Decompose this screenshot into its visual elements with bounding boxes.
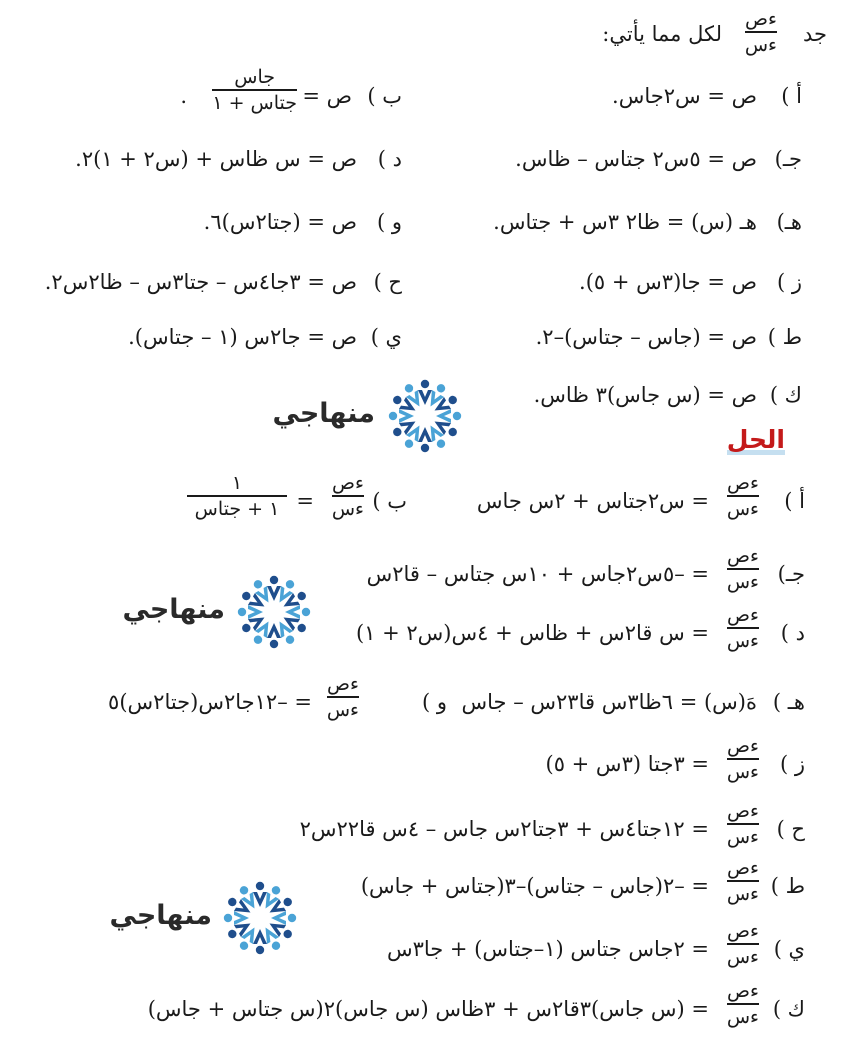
question-h-expr: ص = ٣جا٤س – جتا٣س – ظا٢س٢. bbox=[44, 270, 357, 294]
question-a-label: أ ) bbox=[781, 84, 802, 108]
question-h-label: ح ) bbox=[373, 270, 402, 294]
question-c-label: جـ) bbox=[774, 147, 802, 171]
manhaji-logo-text: منهاجي bbox=[272, 398, 375, 429]
answer-t-den: ءس bbox=[726, 882, 759, 905]
question-a-expr: ص = س٢جاس. bbox=[612, 84, 757, 108]
header-fraction-den: ءس bbox=[744, 33, 777, 56]
answer-k-fraction bbox=[727, 980, 759, 1028]
answer-k-num: ءص bbox=[726, 980, 759, 1002]
answer-c-den: ءس bbox=[726, 570, 759, 593]
question-z-label: ز ) bbox=[776, 270, 802, 294]
answer-w-rhs: = –١٢جا٢س(جتا٢س)٥ bbox=[108, 690, 312, 714]
logo-figure bbox=[238, 605, 263, 619]
answer-t-num: ءص bbox=[726, 857, 759, 879]
answer-z-num: ءص bbox=[726, 735, 759, 757]
question-y-label: ي ) bbox=[370, 325, 402, 349]
manhaji-logo-icon bbox=[385, 376, 465, 456]
answer-b-rhs-fraction bbox=[187, 472, 287, 520]
answer-a-den: ءس bbox=[726, 497, 759, 520]
answer-c-label: جـ) bbox=[777, 562, 805, 586]
answer-h-den: ءس bbox=[726, 825, 759, 848]
logo-figure bbox=[418, 427, 432, 452]
answer-b-rden: ١ + جتاس bbox=[194, 497, 280, 520]
header-fraction-num: ءص bbox=[744, 8, 777, 30]
answer-t-rhs: = –٢(جاس – جتاس)–٣(جتاس + جاس) bbox=[360, 874, 709, 898]
answer-h-rhs: = ١٢جتا٤س + ٣جتا٢س جاس – ٤س قا٢٢س٢ bbox=[299, 817, 709, 841]
question-k-label: ك ) bbox=[769, 383, 802, 407]
answer-b-label: ب ) bbox=[372, 489, 407, 513]
question-e-label: هـ) bbox=[776, 210, 802, 234]
answer-e-label: هـ ) bbox=[772, 690, 805, 714]
answer-w-num: ءص bbox=[326, 673, 359, 695]
question-b-fraction bbox=[212, 66, 297, 114]
logo-figure bbox=[271, 911, 296, 925]
question-w-label: و ) bbox=[376, 210, 402, 234]
answer-b-fraction bbox=[332, 472, 364, 520]
logo-figure bbox=[436, 409, 461, 423]
answer-z-rhs: = ٣جتا (٣س + ٥) bbox=[545, 752, 709, 776]
answer-c-num: ءص bbox=[726, 545, 759, 567]
question-b-num: جاس bbox=[234, 66, 276, 88]
answer-y-den: ءس bbox=[726, 945, 759, 968]
logo-figure bbox=[285, 605, 310, 619]
header-instruction: لكل مما يأتي: bbox=[602, 22, 722, 46]
question-t-label: ط ) bbox=[767, 325, 802, 349]
answer-k-rhs: = (س جاس)٣قا٢س + ٣ظاس (س جاس)٢(س جتاس + جاس) bbox=[147, 997, 709, 1021]
question-b-end: . bbox=[180, 84, 187, 108]
answer-h-num: ءص bbox=[726, 800, 759, 822]
logo-figure bbox=[418, 380, 432, 405]
header-derivative-fraction bbox=[745, 8, 777, 56]
logo-figure bbox=[224, 911, 249, 925]
question-y-expr: ص = جا٢س (١ – جتاس). bbox=[128, 325, 357, 349]
manhaji-logo-icon bbox=[234, 572, 314, 652]
answer-w-label: و ) bbox=[421, 690, 447, 714]
answer-b-eq: = bbox=[296, 489, 314, 513]
answer-w-den: ءس bbox=[326, 698, 359, 721]
answer-y-num: ءص bbox=[726, 920, 759, 942]
answer-h-label: ح ) bbox=[776, 817, 805, 841]
answer-d-den: ءس bbox=[726, 629, 759, 652]
answer-z-label: ز ) bbox=[779, 752, 805, 776]
answer-e-rhs: هَ(س) = ٦ظا٣س قا٢٣س – جاس bbox=[461, 690, 757, 714]
question-d-expr: ص = س ظاس + (س٢ + ١)٢. bbox=[75, 147, 357, 171]
question-z-expr: ص = جا(٣س + ٥). bbox=[579, 270, 757, 294]
answer-w-fraction bbox=[327, 673, 359, 721]
logo-figure bbox=[253, 882, 267, 907]
logo-figure bbox=[267, 623, 281, 648]
header-find-word: جد bbox=[802, 22, 827, 46]
question-k-expr: ص = (س جاس)٣ ظاس. bbox=[533, 383, 757, 407]
answer-d-rhs: = س قا٢س + ظاس + ٤س(س٢ + ١) bbox=[355, 621, 709, 645]
logo-figure bbox=[253, 929, 267, 954]
manhaji-logo-icon bbox=[220, 878, 300, 958]
question-b-label: ب ) bbox=[367, 84, 402, 108]
answer-d-num: ءص bbox=[726, 604, 759, 626]
question-d-label: د ) bbox=[377, 147, 402, 171]
answer-a-fraction bbox=[727, 472, 759, 520]
logo-figure bbox=[389, 409, 414, 423]
answer-y-rhs: = ٢جاس جتاس (١–جتاس) + جا٣س bbox=[386, 937, 709, 961]
answer-c-rhs: = –٥س٢جاس + ١٠س جتاس – قا٢س bbox=[366, 562, 709, 586]
question-b-lhs: ص = bbox=[302, 84, 352, 108]
answer-a-label: أ ) bbox=[784, 489, 805, 513]
answer-b-den: ءس bbox=[331, 497, 364, 520]
answer-a-num: ءص bbox=[726, 472, 759, 494]
logo-figure bbox=[267, 576, 281, 601]
answer-k-label: ك ) bbox=[772, 997, 805, 1021]
solution-title: الحل bbox=[726, 425, 785, 454]
answer-h-fraction bbox=[727, 800, 759, 848]
answer-b-num: ءص bbox=[331, 472, 364, 494]
answer-c-fraction bbox=[727, 545, 759, 593]
question-t-expr: ص = (جاس – جتاس)–٢. bbox=[535, 325, 757, 349]
question-w-expr: ص = (جتا٢س)٦. bbox=[203, 210, 357, 234]
answer-d-label: د ) bbox=[780, 621, 805, 645]
answer-a-rhs: = س٢جتاس + ٢س جاس bbox=[476, 489, 709, 513]
answer-t-fraction bbox=[727, 857, 759, 905]
answer-k-den: ءس bbox=[726, 1005, 759, 1028]
answer-y-fraction bbox=[727, 920, 759, 968]
answer-z-fraction bbox=[727, 735, 759, 783]
answer-b-rnum: ١ bbox=[231, 472, 243, 494]
answer-z-den: ءس bbox=[726, 760, 759, 783]
manhaji-logo-text: منهاجي bbox=[109, 900, 212, 931]
answer-d-fraction bbox=[727, 604, 759, 652]
manhaji-logo-text: منهاجي bbox=[122, 594, 225, 625]
answer-t-label: ط ) bbox=[770, 874, 805, 898]
answer-y-label: ي ) bbox=[773, 937, 805, 961]
question-c-expr: ص = ٥س٢ جتاس – ظاس. bbox=[515, 147, 757, 171]
question-b-den: جتاس + ١ bbox=[212, 91, 297, 114]
question-e-expr: هـ (س) = ظا٢ ٣س + جتاس. bbox=[493, 210, 757, 234]
